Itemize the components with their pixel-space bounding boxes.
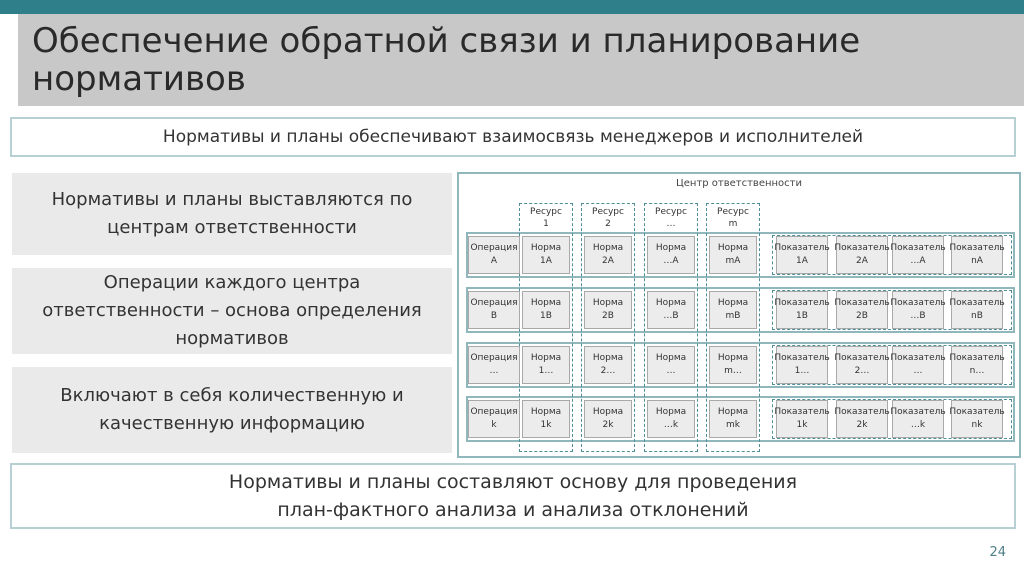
norm-cell bbox=[709, 291, 757, 329]
indicator-code: …k bbox=[910, 420, 926, 430]
resource-header bbox=[519, 206, 573, 230]
norm-label: Норма bbox=[717, 298, 749, 308]
norm-label: Норма bbox=[655, 298, 687, 308]
responsibility-center-diagram bbox=[457, 172, 1021, 458]
resource-header-code: 1 bbox=[543, 219, 549, 229]
indicator-cell bbox=[951, 346, 1003, 384]
indicator-code: 1… bbox=[794, 366, 810, 376]
left-box-2 bbox=[12, 268, 452, 354]
top-accent-stripe bbox=[0, 0, 1024, 14]
indicator-code: nA bbox=[971, 256, 983, 266]
indicator-cell bbox=[951, 236, 1003, 274]
bottom-statement-text: Нормативы и планы составляют основу для проведения план-фактного анализа и анализа отклонений bbox=[228, 471, 798, 521]
norm-label: Норма bbox=[592, 407, 624, 417]
indicator-label: Показатель bbox=[774, 353, 830, 363]
norm-code: 1… bbox=[538, 366, 554, 376]
operation-label: Операция bbox=[470, 243, 518, 253]
norm-code: 1k bbox=[540, 420, 552, 430]
resource-header-label: Ресурс bbox=[530, 207, 562, 217]
indicator-label: Показатель bbox=[834, 353, 890, 363]
indicator-label: Показатель bbox=[949, 243, 1005, 253]
left-box-2-text: Операции каждого центра ответственности – основа определения нормативов bbox=[42, 272, 422, 349]
indicator-code: 2A bbox=[856, 256, 868, 266]
indicator-label: Показатель bbox=[890, 243, 946, 253]
operation-label: Операция bbox=[470, 407, 518, 417]
norm-label: Норма bbox=[717, 353, 749, 363]
indicator-cell bbox=[776, 346, 828, 384]
norm-cell bbox=[584, 236, 632, 274]
left-box-3-text: Включают в себя количественную и качественную информацию bbox=[60, 385, 404, 434]
norm-code: mA bbox=[725, 256, 741, 266]
operation-code: A bbox=[490, 256, 498, 266]
operation-code: k bbox=[491, 420, 497, 430]
norm-cell bbox=[647, 346, 695, 384]
norm-code: 1B bbox=[540, 311, 552, 321]
norm-code: 1A bbox=[540, 256, 552, 266]
operation-cell bbox=[468, 291, 520, 329]
indicator-cell bbox=[836, 291, 888, 329]
indicator-code: n… bbox=[969, 366, 985, 376]
indicator-code: … bbox=[913, 366, 923, 376]
operation-cell bbox=[468, 236, 520, 274]
operation-label: Операция bbox=[470, 353, 518, 363]
norm-code: 2B bbox=[602, 311, 614, 321]
indicator-label: Показатель bbox=[949, 407, 1005, 417]
norm-cell bbox=[522, 346, 570, 384]
indicator-label: Показатель bbox=[949, 298, 1005, 308]
norm-cell bbox=[522, 400, 570, 438]
resource-header bbox=[706, 206, 760, 230]
indicator-cell bbox=[776, 291, 828, 329]
norm-label: Норма bbox=[530, 243, 562, 253]
indicator-cell bbox=[776, 400, 828, 438]
norm-label: Норма bbox=[592, 243, 624, 253]
top-statement-text: Нормативы и планы обеспечивают взаимосвязь менеджеров и исполнителей bbox=[162, 127, 864, 147]
norm-cell bbox=[647, 400, 695, 438]
left-box-1 bbox=[12, 173, 452, 255]
norm-label: Норма bbox=[530, 407, 562, 417]
indicator-label: Показатель bbox=[774, 407, 830, 417]
operation-label: Операция bbox=[470, 298, 518, 308]
left-box-3 bbox=[12, 367, 452, 453]
norm-code: …B bbox=[663, 311, 679, 321]
norm-label: Норма bbox=[655, 353, 687, 363]
norm-code: 2k bbox=[602, 420, 614, 430]
resource-header-code: 2 bbox=[605, 219, 611, 229]
operation-cell bbox=[468, 400, 520, 438]
operation-cell bbox=[468, 346, 520, 384]
slide-title: Обеспечение обратной связи и планирование нормативов bbox=[32, 21, 861, 99]
norm-code: mk bbox=[726, 420, 740, 430]
norm-code: … bbox=[666, 366, 676, 376]
indicator-label: Показатель bbox=[949, 353, 1005, 363]
norm-code: 2A bbox=[602, 256, 614, 266]
operation-code: B bbox=[490, 311, 498, 321]
indicator-code: 1B bbox=[796, 311, 808, 321]
indicator-cell bbox=[892, 291, 944, 329]
resource-header bbox=[581, 206, 635, 230]
indicator-code: …B bbox=[910, 311, 926, 321]
indicator-label: Показатель bbox=[774, 243, 830, 253]
indicator-label: Показатель bbox=[890, 298, 946, 308]
indicator-cell bbox=[892, 236, 944, 274]
indicator-cell bbox=[892, 346, 944, 384]
indicator-cell bbox=[836, 236, 888, 274]
norm-code: mB bbox=[725, 311, 741, 321]
indicator-code: 1k bbox=[796, 420, 808, 430]
indicator-cell bbox=[836, 400, 888, 438]
norm-cell bbox=[647, 236, 695, 274]
norm-cell bbox=[709, 236, 757, 274]
resource-header-code: … bbox=[666, 219, 676, 229]
indicator-code: nk bbox=[971, 420, 983, 430]
indicator-label: Показатель bbox=[890, 407, 946, 417]
indicator-cell bbox=[951, 291, 1003, 329]
norm-label: Норма bbox=[530, 353, 562, 363]
norm-label: Норма bbox=[655, 243, 687, 253]
indicator-label: Показатель bbox=[834, 298, 890, 308]
norm-cell bbox=[584, 400, 632, 438]
indicator-code: …A bbox=[910, 256, 926, 266]
norm-label: Норма bbox=[530, 298, 562, 308]
norm-code: m… bbox=[724, 366, 742, 376]
norm-cell bbox=[584, 291, 632, 329]
left-box-1-text: Нормативы и планы выставляются по центрам ответственности bbox=[51, 189, 413, 238]
norm-cell bbox=[709, 346, 757, 384]
norm-cell bbox=[584, 346, 632, 384]
indicator-label: Показатель bbox=[834, 407, 890, 417]
top-statement-box bbox=[10, 117, 1016, 157]
indicator-code: 2… bbox=[854, 366, 870, 376]
indicator-label: Показатель bbox=[834, 243, 890, 253]
indicator-cell bbox=[892, 400, 944, 438]
resource-header-code: m bbox=[728, 219, 738, 229]
norm-code: …k bbox=[663, 420, 679, 430]
indicator-cell bbox=[776, 236, 828, 274]
indicator-code: 2k bbox=[856, 420, 868, 430]
resource-header bbox=[644, 206, 698, 230]
indicator-label: Показатель bbox=[890, 353, 946, 363]
resource-header-label: Ресурс bbox=[717, 207, 749, 217]
norm-label: Норма bbox=[655, 407, 687, 417]
bottom-statement-box bbox=[10, 463, 1016, 529]
norm-code: 2… bbox=[600, 366, 616, 376]
norm-label: Норма bbox=[592, 353, 624, 363]
indicator-cell bbox=[951, 400, 1003, 438]
resource-header-label: Ресурс bbox=[655, 207, 687, 217]
norm-cell bbox=[522, 291, 570, 329]
norm-cell bbox=[522, 236, 570, 274]
indicator-code: 2B bbox=[856, 311, 868, 321]
indicator-label: Показатель bbox=[774, 298, 830, 308]
diagram-title: Центр ответственности bbox=[675, 178, 802, 189]
page-number: 24 bbox=[989, 545, 1006, 560]
indicator-cell bbox=[836, 346, 888, 384]
norm-code: …A bbox=[663, 256, 679, 266]
indicator-code: 1A bbox=[796, 256, 808, 266]
norm-label: Норма bbox=[592, 298, 624, 308]
resource-header-label: Ресурс bbox=[592, 207, 624, 217]
norm-cell bbox=[709, 400, 757, 438]
operation-code: … bbox=[489, 366, 499, 376]
indicator-code: nB bbox=[971, 311, 983, 321]
norm-label: Норма bbox=[717, 243, 749, 253]
norm-cell bbox=[647, 291, 695, 329]
norm-label: Норма bbox=[717, 407, 749, 417]
